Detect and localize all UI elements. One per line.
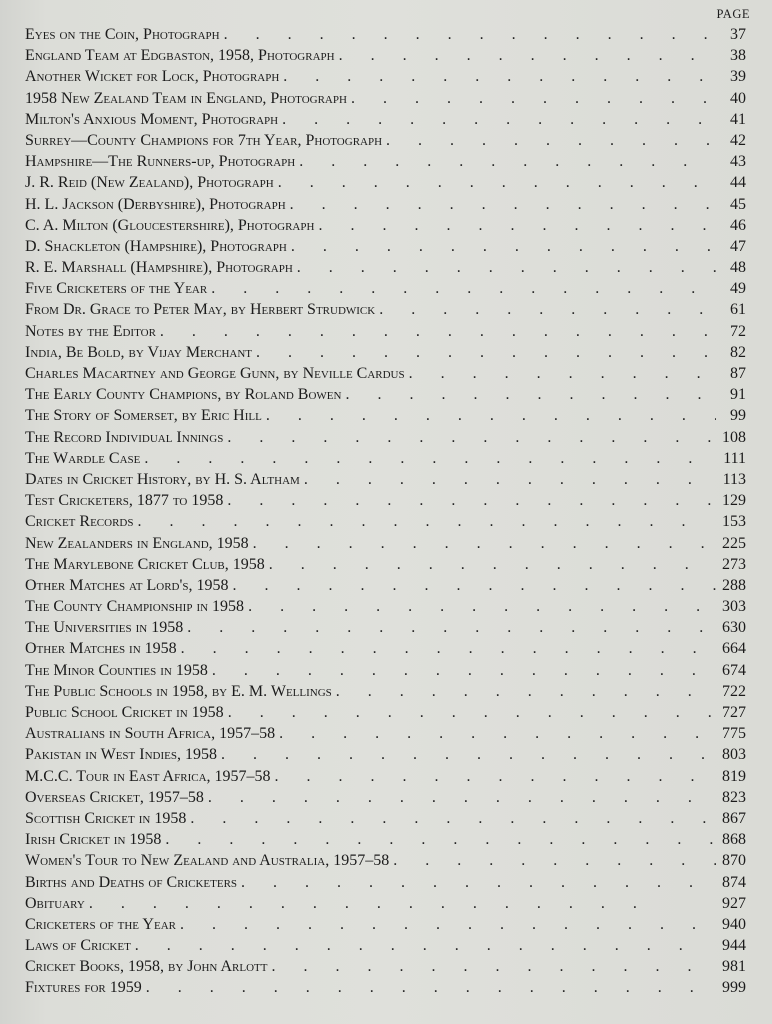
toc-entry-title: Eyes on the Coin, Photograph <box>25 26 220 43</box>
toc-entry-title: Australians in South Africa, 1957–58 <box>25 725 276 743</box>
dot-leader <box>142 977 716 998</box>
page-column-heading: PAGE <box>716 7 750 21</box>
toc-entry <box>25 956 746 977</box>
toc-entry-page-number: 108 <box>722 428 746 446</box>
toc-entry-title: Births and Deaths of Cricketers <box>25 873 238 891</box>
dot-leader <box>405 363 716 384</box>
toc-entry-title: D. Shackleton (Hampshire), Photograph <box>25 237 287 255</box>
toc-entry <box>25 172 746 193</box>
dot-leader <box>262 405 716 426</box>
dot-leader <box>217 744 716 765</box>
toc-entry-title: Laws of Cricket <box>25 937 131 955</box>
toc-entry <box>25 893 746 914</box>
dot-leader <box>382 130 716 151</box>
toc-entry <box>25 194 746 215</box>
toc-entry <box>25 638 746 659</box>
toc-entry-page-number: 48 <box>730 259 746 277</box>
toc-entry-title: The Record Individual Innings <box>25 428 224 446</box>
toc-entry-page-number: 664 <box>722 640 746 658</box>
toc-entry-page-number: 42 <box>730 131 746 149</box>
dot-leader <box>271 766 716 787</box>
dot-leader <box>85 893 716 914</box>
dot-leader <box>275 723 716 744</box>
toc-entry-title: Scottish Cricket in 1958 <box>25 809 187 827</box>
toc-entry-page-number: 46 <box>730 216 746 234</box>
toc-entry-page-number: 91 <box>730 386 746 404</box>
toc-entry <box>25 914 746 935</box>
toc-entry <box>25 723 746 744</box>
toc-entry <box>25 596 746 617</box>
toc-entry-page-number: 87 <box>730 365 746 382</box>
toc-entry <box>25 617 746 638</box>
toc-entry <box>25 469 746 490</box>
toc-entry <box>25 66 746 87</box>
dot-leader <box>267 956 716 977</box>
toc-entry-title: Notes by the Editor <box>25 322 156 340</box>
toc-entry-page-number: 47 <box>730 237 746 255</box>
toc-entry-title: Irish Cricket in 1958 <box>25 831 162 849</box>
toc-entry-page-number: 775 <box>722 725 746 743</box>
toc-entry-page-number: 39 <box>730 68 746 86</box>
toc-entry-title: The Early County Champions, by Roland Bowen <box>25 386 342 404</box>
dot-leader <box>335 45 716 66</box>
toc-entry <box>25 850 746 871</box>
dot-leader <box>389 850 716 871</box>
toc-entry-page-number: 927 <box>722 894 746 912</box>
toc-entry-title: Women's Tour to New Zealand and Australia, 1957–58 <box>25 852 390 870</box>
toc-entry <box>25 130 746 151</box>
toc-entry <box>25 278 746 299</box>
toc-entry-title: The County Championship in 1958 <box>25 598 245 616</box>
toc-entry <box>25 829 746 850</box>
toc-entry-title: Five Cricketers of the Year <box>25 280 208 298</box>
toc-entry <box>25 151 746 172</box>
dot-leader <box>223 427 716 448</box>
toc-entry-title: The Story of Somerset, by Eric Hill <box>25 407 262 425</box>
toc-entry-page-number: 111 <box>723 449 746 467</box>
toc-entry-title: Other Matches in 1958 <box>25 640 177 658</box>
dot-leader <box>140 448 716 469</box>
toc-entry-title: R. E. Marshall (Hampshire), Photograph <box>25 259 293 277</box>
toc-entry-title: The Minor Counties in 1958 <box>25 661 208 679</box>
toc-entry-title: Fixtures for 1959 <box>25 979 142 997</box>
dot-leader <box>293 257 716 278</box>
dot-leader <box>208 660 716 681</box>
toc-entry <box>25 766 746 787</box>
toc-entry-page-number: 99 <box>730 407 746 425</box>
toc-entry <box>25 342 746 363</box>
dot-leader <box>278 109 716 130</box>
toc-entry-title: 1958 New Zealand Team in England, Photograph <box>25 89 347 107</box>
toc-entry <box>25 24 746 45</box>
dot-leader <box>156 321 716 342</box>
toc-entry-page-number: 37 <box>730 26 746 43</box>
dot-leader <box>249 533 716 554</box>
toc-entry-page-number: 727 <box>722 704 746 721</box>
toc-entry <box>25 681 746 702</box>
toc-entry-page-number: 981 <box>722 958 746 976</box>
toc-entry-page-number: 44 <box>730 174 746 192</box>
toc-entry-title: India, Be Bold, by Vijay Merchant <box>25 343 253 361</box>
dot-leader <box>347 88 716 109</box>
toc-entry <box>25 744 746 765</box>
dot-leader <box>286 194 716 215</box>
dot-leader <box>265 554 716 575</box>
toc-entry-page-number: 803 <box>722 746 746 764</box>
toc-entry-page-number: 72 <box>730 322 746 340</box>
toc-entry-title: Milton's Anxious Moment, Photograph <box>25 110 279 128</box>
toc-entry <box>25 660 746 681</box>
toc-entry-page-number: 45 <box>730 195 746 213</box>
toc-entry-title: Cricket Records <box>25 513 134 531</box>
dot-leader <box>274 172 716 193</box>
toc-entry <box>25 257 746 278</box>
dot-leader <box>332 681 716 702</box>
dot-leader <box>131 935 716 956</box>
dot-leader <box>223 490 716 511</box>
toc-entry-title: Obituary <box>25 894 85 912</box>
toc-entry-title: Other Matches at Lord's, 1958 <box>25 576 229 594</box>
toc-entry-page-number: 41 <box>730 110 746 128</box>
toc-entry <box>25 511 746 532</box>
dot-leader <box>279 66 716 87</box>
toc-entry-title: Pakistan in West Indies, 1958 <box>25 746 217 764</box>
toc-entry-page-number: 40 <box>730 89 746 107</box>
toc-entry-title: Cricketers of the Year <box>25 915 176 933</box>
toc-entry <box>25 977 746 998</box>
toc-entry-page-number: 288 <box>722 576 746 594</box>
dot-leader <box>314 215 716 236</box>
toc-entry-title: Another Wicket for Lock, Photograph <box>25 68 280 86</box>
toc-entry-page-number: 999 <box>722 979 746 997</box>
toc-entry-title: Surrey—County Champions for 7th Year, Photograph <box>25 131 383 149</box>
toc-entry-title: M.C.C. Tour in East Africa, 1957–58 <box>25 767 271 785</box>
toc-entry-page-number: 153 <box>722 513 746 531</box>
dot-leader <box>224 702 716 723</box>
toc-entry <box>25 872 746 893</box>
toc-entry-page-number: 38 <box>730 47 746 65</box>
toc-entry-page-number: 674 <box>722 661 746 679</box>
toc-entry-page-number: 823 <box>722 788 746 806</box>
dot-leader <box>287 236 716 257</box>
toc-entry <box>25 236 746 257</box>
toc-entry-title: New Zealanders in England, 1958 <box>25 534 249 552</box>
table-of-contents <box>25 24 746 999</box>
toc-entry-title: The Public Schools in 1958, by E. M. Wellings <box>25 682 332 700</box>
toc-entry-title: Charles Macartney and George Gunn, by Neville Cardus <box>25 365 405 382</box>
toc-entry-title: The Marylebone Cricket Club, 1958 <box>25 555 265 573</box>
dot-leader <box>183 617 716 638</box>
toc-entry <box>25 554 746 575</box>
toc-entry-title: J. R. Reid (New Zealand), Photograph <box>25 174 274 192</box>
toc-entry <box>25 321 746 342</box>
toc-entry-page-number: 944 <box>722 937 746 955</box>
toc-entry-page-number: 113 <box>722 470 746 488</box>
dot-leader <box>207 278 716 299</box>
toc-entry-title: From Dr. Grace to Peter May, by Herbert Strudwick <box>25 301 376 319</box>
dot-leader <box>229 575 716 596</box>
dot-leader <box>237 872 716 893</box>
dot-leader <box>133 511 716 532</box>
toc-entry <box>25 490 746 511</box>
toc-entry <box>25 533 746 554</box>
toc-entry-page-number: 868 <box>722 831 746 849</box>
dot-leader <box>204 787 716 808</box>
toc-entry-page-number: 870 <box>722 852 746 870</box>
toc-entry-title: Cricket Books, 1958, by John Arlott <box>25 958 268 976</box>
toc-entry-page-number: 49 <box>730 280 746 298</box>
toc-entry <box>25 405 746 426</box>
toc-entry <box>25 448 746 469</box>
toc-entry-title: Public School Cricket in 1958 <box>25 704 224 721</box>
toc-entry-title: Test Cricketers, 1877 to 1958 <box>25 492 224 510</box>
toc-entry <box>25 88 746 109</box>
dot-leader <box>252 342 716 363</box>
dot-leader <box>341 384 716 405</box>
toc-entry-page-number: 303 <box>722 598 746 616</box>
dot-leader <box>220 24 716 45</box>
toc-entry-title: Dates in Cricket History, by H. S. Altham <box>25 470 300 488</box>
toc-entry-title: The Universities in 1958 <box>25 619 184 637</box>
toc-entry <box>25 109 746 130</box>
toc-entry <box>25 935 746 956</box>
toc-entry-page-number: 722 <box>722 682 746 700</box>
toc-entry <box>25 384 746 405</box>
toc-entry <box>25 808 746 829</box>
toc-entry-page-number: 630 <box>722 619 746 637</box>
toc-entry-page-number: 129 <box>722 492 746 510</box>
dot-leader <box>244 596 716 617</box>
toc-entry-page-number: 867 <box>722 809 746 827</box>
toc-entry-title: H. L. Jackson (Derbyshire), Photograph <box>25 195 286 213</box>
dot-leader <box>295 151 716 172</box>
toc-entry <box>25 45 746 66</box>
dot-leader <box>186 808 716 829</box>
toc-entry-page-number: 273 <box>722 555 746 573</box>
dot-leader <box>161 829 716 850</box>
toc-entry-title: England Team at Edgbaston, 1958, Photograph <box>25 47 335 65</box>
toc-entry <box>25 215 746 236</box>
dot-leader <box>300 469 716 490</box>
toc-entry-page-number: 82 <box>730 343 746 361</box>
toc-entry-page-number: 61 <box>730 301 746 319</box>
toc-entry-page-number: 225 <box>722 534 746 552</box>
toc-entry <box>25 427 746 448</box>
toc-entry <box>25 787 746 808</box>
toc-entry-title: Hampshire—The Runners-up, Photograph <box>25 153 296 171</box>
toc-entry-title: The Wardle Case <box>25 449 141 467</box>
toc-entry-page-number: 43 <box>730 153 746 171</box>
dot-leader <box>375 299 716 320</box>
toc-entry <box>25 299 746 320</box>
toc-entry-page-number: 874 <box>722 873 746 891</box>
dot-leader <box>176 914 716 935</box>
dot-leader <box>177 638 716 659</box>
toc-entry-title: Overseas Cricket, 1957–58 <box>25 788 204 806</box>
toc-entry <box>25 363 746 384</box>
toc-entry <box>25 702 746 723</box>
toc-entry-title: C. A. Milton (Gloucestershire), Photograph <box>25 216 315 234</box>
toc-entry-page-number: 819 <box>722 767 746 785</box>
toc-entry-page-number: 940 <box>722 915 746 933</box>
toc-entry <box>25 575 746 596</box>
